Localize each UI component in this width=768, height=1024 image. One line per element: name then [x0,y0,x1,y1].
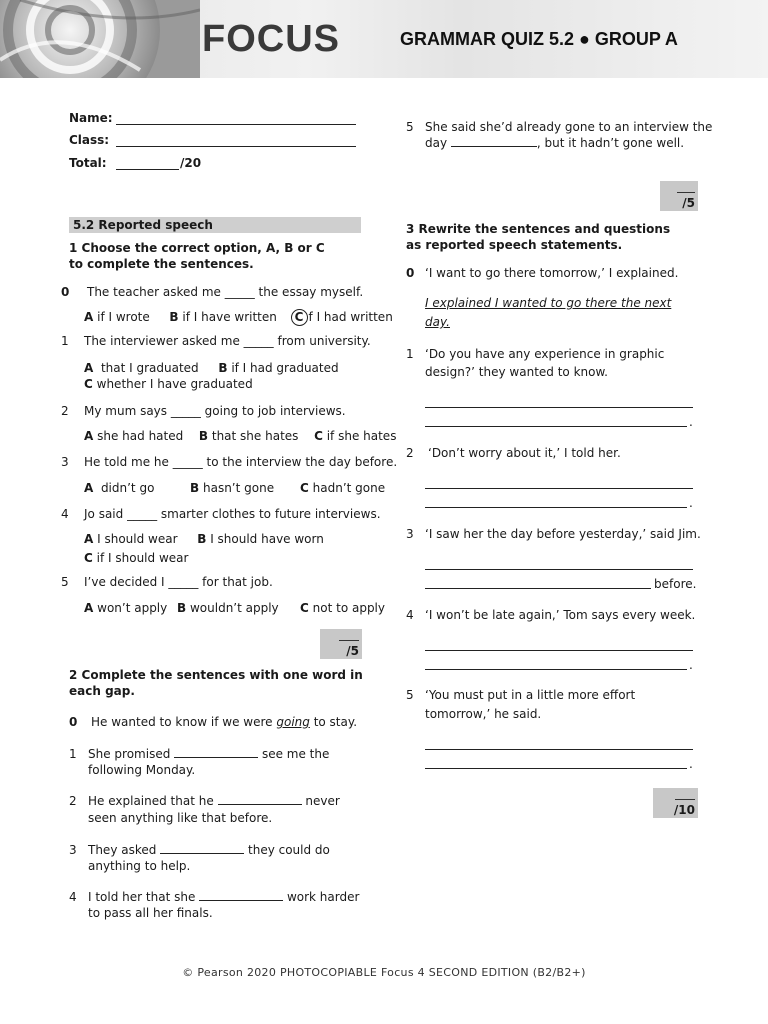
ex2-item-text [88,794,340,808]
line-end: . [689,415,693,429]
option-a[interactable]: she had hated [97,429,184,443]
ex2-item-number: 3 [69,843,77,857]
answer-line[interactable] [425,749,693,750]
option-letter: A [84,481,94,495]
option-b[interactable]: I should have worn [210,532,324,546]
ex1-item-number: 1 [61,334,69,348]
class-label: Class: [69,133,110,147]
ex3-item-number: 5 [406,688,414,702]
circled-answer-c: C [291,309,308,326]
option-letter: C [314,429,323,443]
ex1-item-text: The interviewer asked me _____ from university. [84,334,371,348]
option-letter: A [84,532,94,546]
ex2-score-box[interactable] [660,181,698,211]
answer-gap[interactable] [451,137,537,147]
name-label: Name: [69,111,113,125]
ex1-options [84,309,393,326]
ex2-item-number: 2 [69,794,77,808]
ex3-item-text: ‘I won’t be late again,’ Tom says every week. [425,608,696,622]
answer-gap[interactable] [199,891,283,901]
answer-line[interactable] [425,588,651,589]
ex3-item-text-line2: tomorrow,’ he said. [425,707,542,721]
page-header [0,0,768,78]
option-b[interactable]: wouldn’t apply [189,601,279,615]
option-b[interactable]: if I had graduated [231,361,339,375]
answer-line[interactable] [425,569,693,570]
option-letter: A [84,429,94,443]
option-letter: A [84,361,94,375]
ex2-text-post: work harder [283,890,360,904]
ex2-item-number: 5 [406,120,414,134]
option-a[interactable]: didn’t go [100,481,155,495]
option-c[interactable]: not to apply [312,601,385,615]
ex1-options [300,481,385,495]
ex1-item-text: He told me he _____ to the interview the day before. [84,455,398,469]
answer-gap[interactable] [174,748,258,758]
ex2-item-text: She said she’d already gone to an interview the [425,120,713,134]
ex2-text-post: see me the [258,747,330,761]
total-suffix: /20 [180,156,202,170]
ex2-item-text-line2: seen anything like that before. [88,811,273,825]
option-a[interactable]: won’t apply [97,601,168,615]
option-a[interactable]: I should wear [97,532,178,546]
ex2-item-text-line2: following Monday. [88,763,196,777]
score-blank [675,790,695,800]
ex1-item-text: Jo said _____ smarter clothes to future interviews. [84,507,381,521]
ex1-options [84,481,154,495]
ex1-options [84,429,396,443]
option-c[interactable]: whether I have graduated [96,377,253,391]
answer-gap[interactable] [160,844,244,854]
ex3-item-number: 0 [406,266,415,280]
option-letter: B [177,601,187,615]
answer-gap[interactable] [218,795,302,805]
ex1-instruction: 1 Choose the correct option, A, B or C to complete the sentences. [69,241,325,271]
option-letter: A [84,310,94,324]
option-a[interactable]: that I graduated [100,361,199,375]
section-title: 5.2 Reported speech [69,217,361,233]
ex2-item-text [88,890,359,904]
ex3-item-number: 1 [406,347,414,361]
option-letter: C [300,481,309,495]
ex3-item-text: ‘Do you have any experience in graphic [425,347,665,361]
ex1-options [300,601,385,615]
ex3-score-box[interactable] [653,788,698,818]
score-max: /10 [673,803,695,817]
ex2-item-text [88,843,330,857]
ex3-item-text: ‘I want to go there tomorrow,’ I explained. [425,266,679,280]
ex2-text-pre: I told her that she [88,890,200,904]
ex2-text-pre: She promised [88,747,175,761]
ex2-instruction: 2 Complete the sentences with one word in each gap. [69,668,363,698]
option-b[interactable]: that she hates [211,429,299,443]
option-letter: C [84,377,93,391]
answer-line[interactable] [425,426,687,427]
option-letter: A [84,601,94,615]
ex1-item-text: My mum says _____ going to job interviews. [84,404,346,418]
ex1-options [84,601,167,615]
ex2-text-pre: They asked [88,843,161,857]
ex2-item-text-line2 [425,136,684,150]
option-c[interactable]: hadn’t gone [312,481,386,495]
example-answer: day. [425,315,450,329]
example-answer: I explained I wanted to go there the next [425,296,672,310]
class-field[interactable] [116,146,356,147]
option-b[interactable]: if I have written [182,310,277,324]
option-letter: C [84,551,93,565]
example-answer: going [276,715,310,729]
ex1-item-number: 3 [61,455,69,469]
option-letter: B [218,361,228,375]
ex3-item-number: 2 [406,446,414,460]
ex2-item-text-line2: to pass all her finals. [88,906,213,920]
ex2-text-post: , but it hadn’t gone well. [536,136,685,150]
ex1-options [190,481,274,495]
answer-line[interactable] [425,507,687,508]
ex2-text-post: never [301,794,340,808]
ex3-instruction: 3 Rewrite the sentences and questions as reported speech statements. [406,222,671,252]
score-max: /5 [346,644,359,658]
answer-line[interactable] [425,650,693,651]
ex3-item-number: 3 [406,527,414,541]
option-letter: B [197,532,207,546]
ex2-item-number: 1 [69,747,77,761]
ex3-item-text: ‘Don’t worry about it,’ I told her. [428,446,621,460]
line-end: . [689,658,693,672]
ex1-options [177,601,279,615]
ex2-item-number: 0 [69,715,78,729]
ex2-item-text-line2: anything to help. [88,859,191,873]
ex2-text-pre: day [425,136,451,150]
ex1-item-text: The teacher asked me _____ the essay myself. [87,285,364,299]
answer-line[interactable] [425,407,693,408]
option-letter: B [198,429,209,443]
option-letter: B [169,310,179,324]
ex1-options [84,532,324,546]
ex2-item-text [91,715,357,729]
score-blank [677,183,695,193]
option-c[interactable]: if she hates [326,429,397,443]
ex1-options [84,551,188,565]
ex1-item-number: 5 [61,575,69,589]
total-label: Total: [69,156,107,170]
answer-line[interactable] [425,669,687,670]
ex1-options [84,361,339,375]
ex1-score-box[interactable] [320,629,362,659]
ex1-item-number: 2 [61,404,69,418]
option-letter: B [190,481,200,495]
option-a[interactable]: if I wrote [97,310,150,324]
ex1-options [84,377,253,391]
option-b[interactable]: hasn’t gone [202,481,275,495]
line-end: before. [654,577,697,591]
brand-logo-text: FOCUS [202,18,340,60]
option-c[interactable]: if I should wear [96,551,189,565]
answer-line[interactable] [425,488,693,489]
ex3-item-number: 4 [406,608,414,622]
ex2-text-pre: He wanted to know if we were [91,715,277,729]
ex2-item-number: 4 [69,890,77,904]
option-c[interactable]: f I had written [308,310,393,324]
ex3-item-text-line2: design?’ they wanted to know. [425,365,608,379]
ex2-item-text [88,747,329,761]
ex3-item-text: ‘I saw her the day before yesterday,’ said Jim. [425,527,701,541]
score-max: /5 [682,196,695,210]
swirl-logo-graphic [0,0,200,78]
ex3-item-text: ‘You must put in a little more effort [425,688,636,702]
quiz-title: GRAMMAR QUIZ 5.2 ● GROUP A [400,29,678,49]
ex1-item-number: 0 [61,285,70,299]
ex2-text-pre: He explained that he [88,794,218,808]
line-end: . [689,496,693,510]
ex2-text-post: to stay. [309,715,358,729]
ex1-item-text: I’ve decided I _____ for that job. [84,575,273,589]
score-blank [339,631,359,641]
ex1-item-number: 4 [61,507,69,521]
total-field[interactable] [116,169,179,170]
page-footer: © Pearson 2020 PHOTOCOPIABLE Focus 4 SECOND EDITION (B2/B2+) [182,966,586,979]
name-field[interactable] [116,124,356,125]
answer-line[interactable] [425,768,687,769]
option-letter: C [300,601,309,615]
ex2-text-post: they could do [244,843,330,857]
line-end: . [689,757,693,771]
